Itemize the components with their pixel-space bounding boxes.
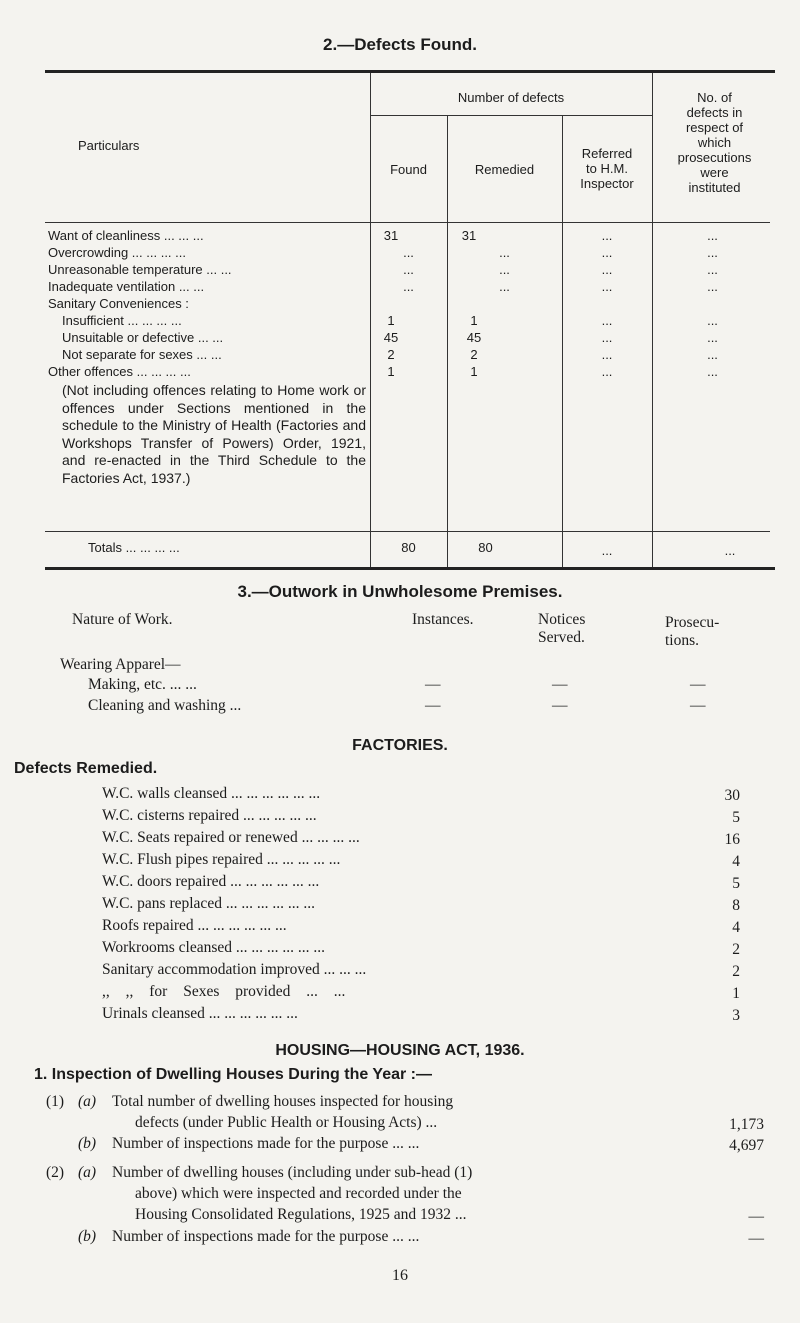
- item-sub: (a): [78, 1093, 97, 1110]
- item-number: (1): [46, 1093, 65, 1110]
- row-label: Unsuitable or defective ... ...: [62, 330, 224, 345]
- item-text-line1: Number of dwelling houses (including under sub-head (1): [112, 1164, 473, 1181]
- row-prosecutions: ...: [707, 262, 718, 277]
- row-remedied: ...: [499, 245, 510, 260]
- table-top-rule: [45, 70, 775, 73]
- defect-label: Workrooms cleansed ... ... ... ... ... ...: [102, 939, 326, 956]
- defect-label: W.C. pans replaced ... ... ... ... ... ...: [102, 895, 315, 912]
- header-referred: Referred to H.M. Inspector: [580, 146, 634, 191]
- item-value: 4,697: [729, 1137, 764, 1154]
- row-referred: ...: [601, 279, 613, 294]
- row-found: 31: [383, 228, 399, 243]
- row-found: ...: [403, 245, 414, 260]
- defect-label: W.C. walls cleansed ... ... ... ... ... ...: [102, 785, 321, 802]
- outwork-notices: —: [552, 697, 568, 714]
- defect-count: 2: [732, 963, 740, 980]
- row-label: Inadequate ventilation ... ...: [48, 279, 205, 294]
- row-found: 1: [387, 313, 395, 328]
- row-label: Other offences ... ... ... ...: [48, 364, 191, 379]
- defect-count: 1: [732, 985, 740, 1002]
- header-notices-served: Notices Served.: [538, 611, 586, 646]
- row-prosecutions: ...: [707, 228, 718, 243]
- defect-label: Sanitary accommodation improved ... ... ...: [102, 961, 367, 978]
- row-remedied: 1: [470, 364, 478, 379]
- row-prosecutions: ...: [707, 330, 718, 345]
- totals-found: 80: [401, 540, 416, 555]
- defect-count: 3: [732, 1007, 740, 1024]
- row-found: ...: [403, 279, 414, 294]
- row-referred: ...: [601, 313, 613, 328]
- row-remedied: ...: [499, 262, 510, 277]
- defect-count: 5: [732, 809, 740, 826]
- row-remedied: 31: [461, 228, 477, 243]
- outwork-label: Cleaning and washing ...: [88, 697, 242, 714]
- group-wearing-apparel: Wearing Apparel—: [60, 656, 181, 673]
- item-text-line2: above) which were inspected and recorded under the: [135, 1185, 462, 1202]
- defect-count: 4: [732, 919, 740, 936]
- row-referred: ...: [601, 364, 613, 379]
- item-text-line1: Number of inspections made for the purpose ... ...: [112, 1228, 420, 1245]
- item-text-line3: Housing Consolidated Regulations, 1925 and 1932 ...: [135, 1206, 467, 1223]
- row-remedied: 1: [470, 313, 478, 328]
- header-instances: Instances.: [412, 611, 474, 628]
- outwork-notices: —: [552, 676, 568, 693]
- row-found: 2: [387, 347, 395, 362]
- defect-label: Urinals cleansed ... ... ... ... ... ...: [102, 1005, 298, 1022]
- totals-referred: ...: [601, 543, 613, 558]
- header-found: Found: [390, 162, 427, 177]
- row-prosecutions: ...: [707, 313, 718, 328]
- item-sub: (b): [78, 1135, 97, 1152]
- row-prosecutions: ...: [707, 364, 718, 379]
- row-referred: ...: [601, 347, 613, 362]
- row-remedied: 45: [466, 330, 482, 345]
- defect-count: 16: [724, 831, 740, 848]
- item-text-line2: defects (under Public Health or Housing Acts) ...: [135, 1114, 438, 1131]
- item-value: 1,173: [729, 1116, 764, 1133]
- item-sub: (a): [78, 1164, 97, 1181]
- row-referred: ...: [601, 262, 613, 277]
- table-note: (Not including offences relating to Home work or offences under Sections mentioned in the schedule to the Ministry of Health (Factories and Workshops Transfer of Powers) Order, 1921, and re-enacted in the Third Schedule to the Factories Act, 1937.): [62, 382, 366, 486]
- section3-title: 3.—Outwork in Unwholesome Premises.: [237, 582, 563, 601]
- defect-count: 8: [732, 897, 740, 914]
- row-remedied: 2: [470, 347, 478, 362]
- totals-prosecutions: ...: [724, 543, 736, 558]
- row-label: Unreasonable temperature ... ...: [48, 262, 232, 277]
- defect-label: ,, ,, for Sexes provided ... ...: [102, 983, 346, 1000]
- outwork-prosecutions: —: [690, 697, 706, 714]
- header-bottom-rule: [45, 222, 770, 223]
- totals-label: Totals ... ... ... ...: [88, 540, 180, 555]
- defect-label: Roofs repaired ... ... ... ... ... ...: [102, 917, 287, 934]
- defect-label: W.C. Flush pipes repaired ... ... ... ... ...: [102, 851, 341, 868]
- totals-top-rule: [45, 531, 770, 532]
- header-particulars: Particulars: [78, 138, 140, 153]
- section2-title: 2.—Defects Found.: [323, 35, 477, 54]
- row-referred: ...: [601, 228, 613, 243]
- item-text-line1: Number of inspections made for the purpose ... ...: [112, 1135, 420, 1152]
- outwork-label: Making, etc. ... ...: [88, 676, 197, 693]
- table-bottom-rule: [45, 567, 775, 570]
- row-label: Insufficient ... ... ... ...: [62, 313, 182, 328]
- item-text-line1: Total number of dwelling houses inspected for housing: [112, 1093, 454, 1110]
- header-remedied: Remedied: [474, 162, 535, 177]
- item-sub: (b): [78, 1228, 97, 1245]
- row-label: Overcrowding ... ... ... ...: [48, 245, 186, 260]
- row-referred: ...: [601, 245, 613, 260]
- row-found: 45: [383, 330, 399, 345]
- row-prosecutions: ...: [707, 279, 718, 294]
- row-label: Want of cleanliness ... ... ...: [48, 228, 204, 243]
- row-label: Sanitary Conveniences :: [48, 296, 189, 311]
- defect-count: 2: [732, 941, 740, 958]
- header-prosecutions: No. of defects in respect of which prosecutions were instituted: [677, 90, 752, 195]
- row-found: 1: [387, 364, 395, 379]
- defect-count: 5: [732, 875, 740, 892]
- item-value: —: [748, 1208, 764, 1225]
- header-number-of-defects: Number of defects: [457, 90, 565, 105]
- item-number: (2): [46, 1164, 65, 1181]
- row-remedied: ...: [499, 279, 510, 294]
- outwork-instances: —: [425, 676, 441, 693]
- defect-label: W.C. Seats repaired or renewed ... ... ... ...: [102, 829, 360, 846]
- outwork-instances: —: [425, 697, 441, 714]
- row-referred: ...: [601, 330, 613, 345]
- page-number: 16: [392, 1267, 408, 1284]
- item-value: —: [748, 1230, 764, 1247]
- row-label: Not separate for sexes ... ...: [62, 347, 222, 362]
- defect-count: 4: [732, 853, 740, 870]
- defect-label: W.C. doors repaired ... ... ... ... ... ...: [102, 873, 320, 890]
- factories-subtitle: Defects Remedied.: [14, 760, 158, 777]
- header-prosecutions-outwork: Prosecu- tions.: [665, 614, 720, 649]
- housing-title: HOUSING—HOUSING ACT, 1936.: [275, 1042, 525, 1059]
- outwork-prosecutions: —: [690, 676, 706, 693]
- header-nature-of-work: Nature of Work.: [72, 611, 173, 628]
- row-prosecutions: ...: [707, 245, 718, 260]
- totals-remedied: 80: [478, 540, 493, 555]
- housing-subtitle: 1. Inspection of Dwelling Houses During the Year :—: [34, 1066, 432, 1083]
- defect-count: 30: [724, 787, 740, 804]
- subheader-rule: [370, 115, 652, 116]
- row-found: ...: [403, 262, 414, 277]
- defect-label: W.C. cisterns repaired ... ... ... ... ...: [102, 807, 317, 824]
- factories-title: FACTORIES.: [352, 737, 448, 754]
- row-prosecutions: ...: [707, 347, 718, 362]
